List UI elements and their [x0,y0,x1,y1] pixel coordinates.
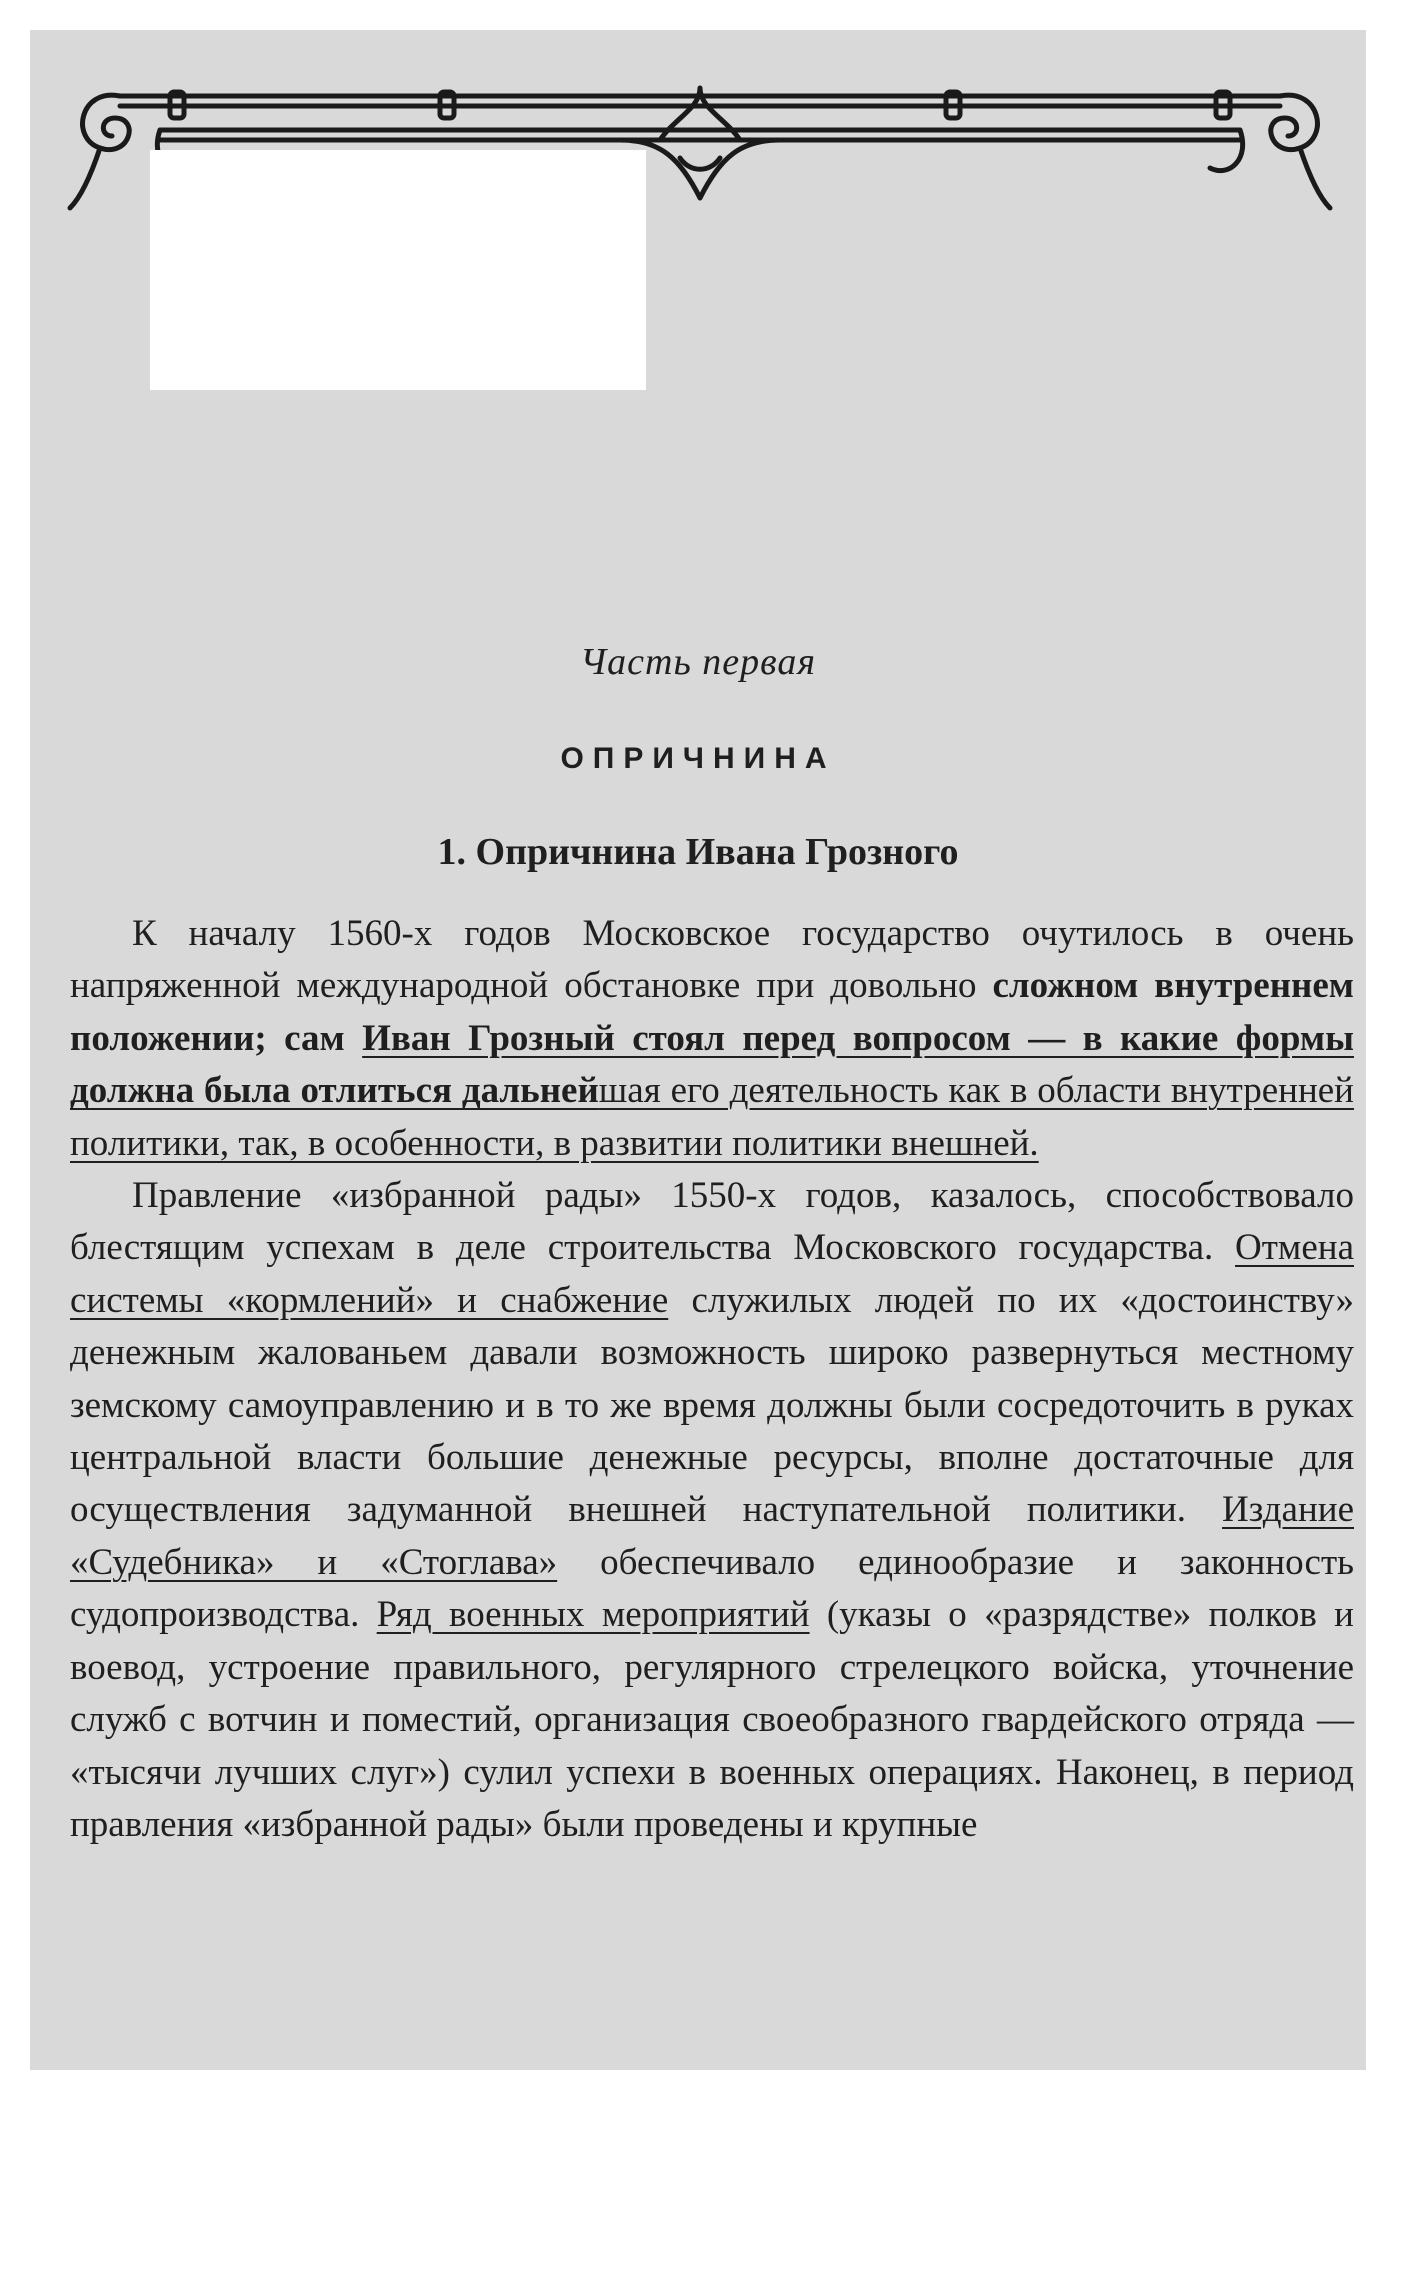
paragraph-1-underlined: шая его деятельность как в области внутренней политики, так, в особенности, в развитии политики внешней. [70,1070,1354,1164]
chapter-title: 1. Опричнина Ивана Грозного [437,831,959,873]
paragraph-2 [70,1170,1354,1851]
paragraph-1-underlined-bold: Иван Грозный стоял перед вопросом — в какие формы должна была отлиться дальней [70,1017,1354,1112]
paragraph-2-text-c: обеспечивало единообразие и законность судопроизводства. [70,1541,1354,1636]
body-text [70,908,1354,1851]
paragraph-2-text-d: (указы о «разрядстве» полков и воевод, устроение правильного, регулярного стрелецкого войска, уточнение служб с вотчин и поместий, организация своеобразного гвардейского отряда — «тысячи лучших слуг») сулил успехи в военных операциях. Наконец, в период правления «избранной рады» были проведены и крупные [70,1594,1354,1845]
book-page [30,30,1366,2070]
paragraph-1-text-bold: сложном внутреннем положении; сам [70,965,1354,1059]
paragraph-2-text-a: Правление «избранной рады» 1550-х годов, казалось, способствовало блестящим успехам в деле строительства Московского государства. [70,1175,1354,1269]
paragraph-2-underlined-c: Ряд военных мероприятий [376,1594,810,1636]
paragraph-2-underlined-a: Отмена системы «кормлений» и снабжение [70,1227,1354,1321]
paragraph-1 [70,908,1354,1170]
paragraph-1-text-a: К началу 1560-х годов Московское государство очутилось в очень напряженной международной обстановке при довольно [70,913,1354,1007]
section-title: ОПРИЧНИНА [560,742,836,775]
paragraph-2-text-b: служилых людей по их «достоинству» денежным жалованьем давали возможность широко развернуться местному земскому самоуправлению и в то же время должны были сосредоточить в руках центральной власти большие денежные ресурсы, вполне достаточные для осуществления задуманной внешней наступательной политики. [70,1279,1354,1531]
blank-patch [150,150,646,390]
paragraph-2-underlined-b: Издание «Судебника» и «Стоглава» [70,1489,1354,1583]
part-title: Часть первая [579,641,817,683]
